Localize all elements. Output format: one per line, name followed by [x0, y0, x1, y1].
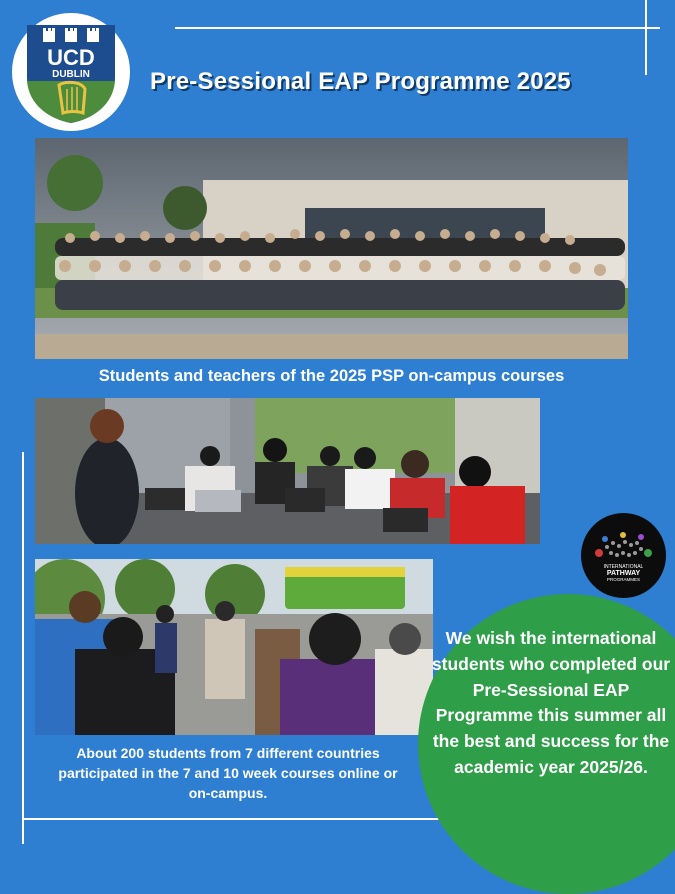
ucd-logo: [12, 13, 130, 131]
frame-line-top: [175, 27, 660, 29]
logo-ucd-text: UCD: [47, 45, 95, 70]
ucd-crest-icon: [21, 19, 121, 125]
frame-line-right: [645, 0, 647, 75]
page-title: Pre-Sessional EAP Programme 2025: [150, 68, 571, 95]
outdoor-photo: [35, 559, 433, 735]
group-photo-caption: Students and teachers of the 2025 PSP on-campus courses: [98, 367, 565, 385]
ipp-line3: PROGRAMMES: [606, 577, 641, 582]
frame-line-bottom: [22, 818, 442, 820]
outdoor-photo-caption: About 200 students from 7 different countries participated in the 7 and 10 week courses online or on-campus.: [58, 745, 398, 801]
group-photo: [35, 138, 628, 359]
frame-line-left: [22, 452, 24, 844]
ipp-logo-icon: [581, 513, 666, 598]
ipp-line1: INTERNATIONAL: [603, 564, 644, 570]
message-text: We wish the international students who completed our Pre-Sessional EAP Programme this summer all the best and success for the academic year 2025/26.: [431, 628, 671, 777]
ipp-line2: PATHWAY: [606, 570, 641, 577]
international-pathway-programmes-logo: [581, 513, 666, 598]
classroom-photo: [35, 398, 540, 544]
logo-dublin-text: DUBLIN: [52, 69, 90, 80]
